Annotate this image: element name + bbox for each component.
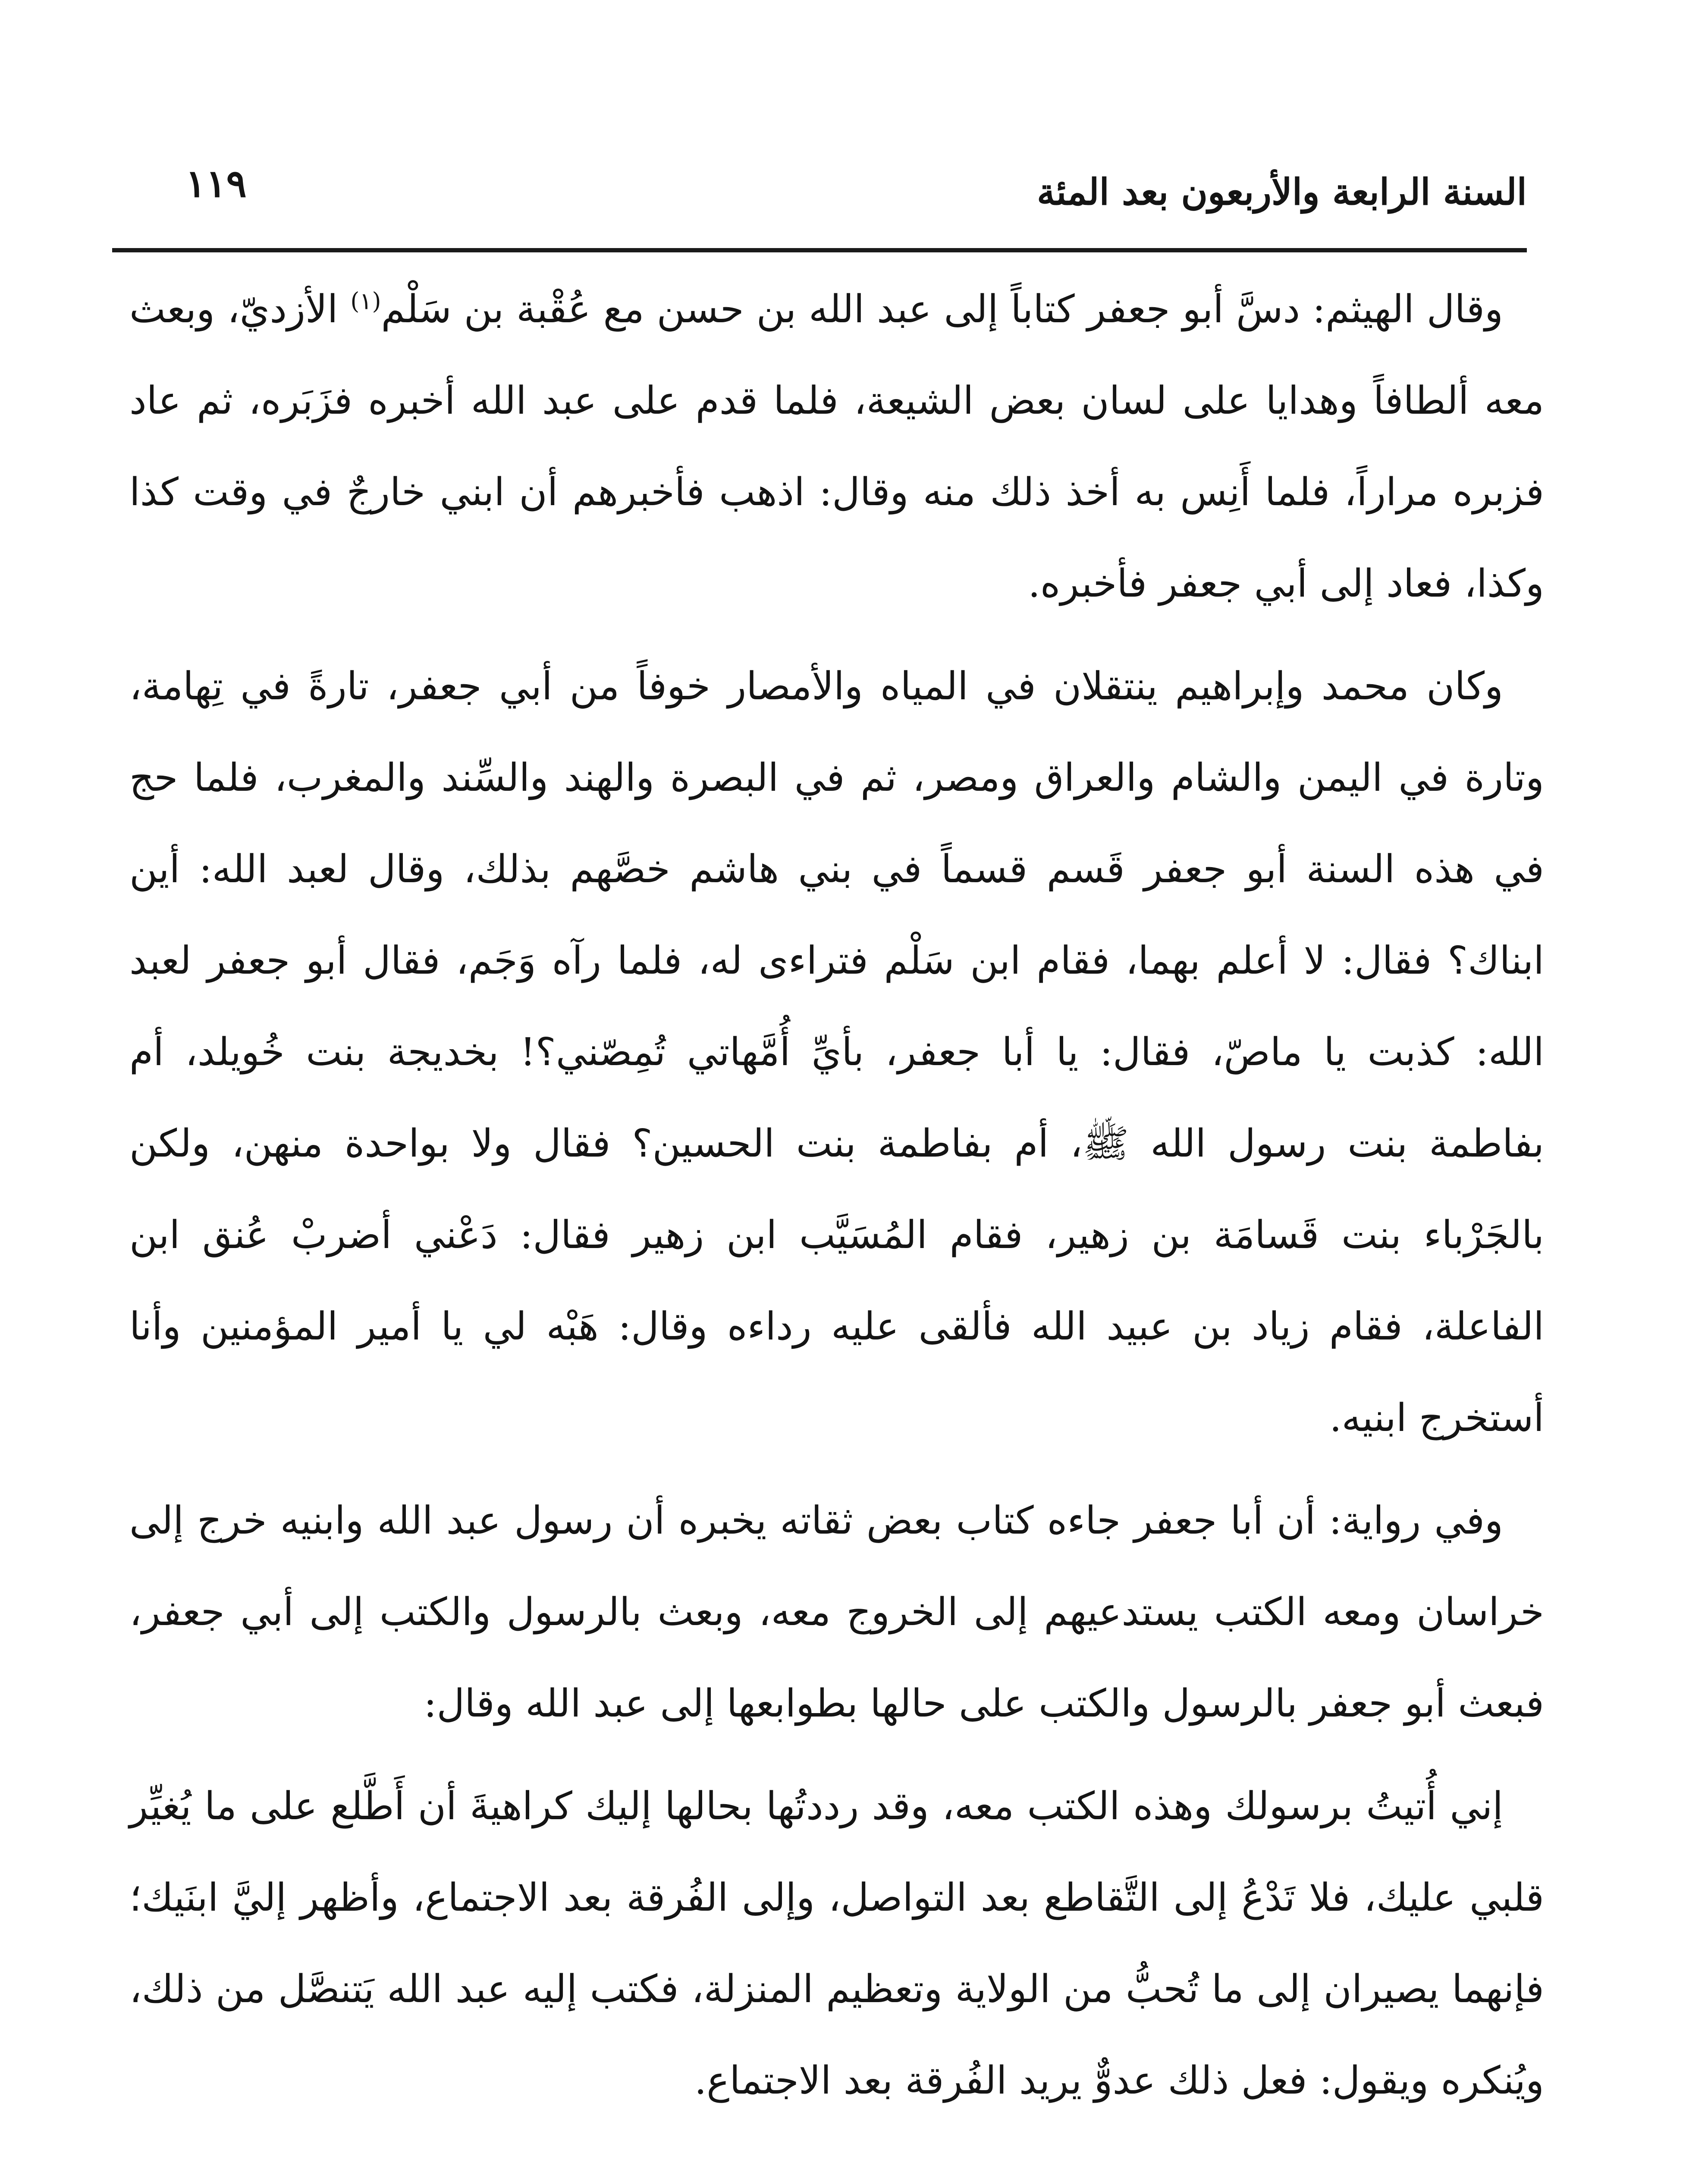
- paragraph-text: الأزديّ، وبعث معه ألطافاً وهدايا على لسان بعض الشيعة، فلما قدم على عبد الله أخبره فزَبَره، ثم عاد فزبره مراراً، فلما أَنِس به أخذ ذلك منه وقال: اذهب فأخبرهم أن ابني خارجٌ في وقت كذا وكذا، فعاد إلى أبي جعفر فأخبره.: [129, 286, 1544, 606]
- paragraph: وكان محمد وإبراهيم ينتقلان في المياه والأمصار خوفاً من أبي جعفر، تارةً في تِهامة، وتارة في اليمن والشام والعراق ومصر، ثم في البصرة والهند والسِّند والمغرب، فلما حج في هذه السنة أبو جعفر قَسم قسماً في بني هاشم خصَّهم بذلك، وقال لعبد الله: أين ابناك؟ فقال: لا أعلم بهما، فقام ابن سَلْم فتراءى له، فلما رآه وَجَم، فقال أبو جعفر لعبد الله: كذبت يا ماصّ، فقال: يا أبا جعفر، بأيِّ أُمَّهاتي تُمِصّني؟! بخديجة بنت خُويلد، أم بفاطمة بنت رسول الله ﷺ، أم بفاطمة بنت الحسين؟ فقال ولا بواحدة منهن، ولكن بالجَرْباء بنت قَسامَة بن زهير، فقام المُسَيَّب ابن زهير فقال: دَعْني أضربْ عُنق ابن الفاعلة، فقام زياد بن عبيد الله فألقى عليه رداءه وقال: هَبْه لي يا أمير المؤمنين وأنا أستخرج ابنيه.: [129, 663, 1544, 1440]
- running-header: [129, 160, 1527, 224]
- footnote-reference: (١): [350, 287, 381, 315]
- paragraph: وفي رواية: أن أبا جعفر جاءه كتاب بعض ثقاته يخبره أن رسول عبد الله وابنيه خرج إلى خراسان ومعه الكتب يستدعيهم إلى الخروج معه، وبعث بالرسول والكتب إلى أبي جعفر، فبعث أبو جعفر بالرسول والكتب على حالها بطوابعها إلى عبد الله وقال:: [129, 1498, 1544, 1726]
- paragraph: [129, 263, 1544, 629]
- running-title: السنة الرابعة والأربعون بعد المئة: [1036, 170, 1527, 213]
- header-rule: [112, 248, 1527, 252]
- paragraph: [129, 2137, 1544, 2157]
- paragraph-text: وقال الهيثم: دسَّ أبو جعفر كتاباً إلى عبد الله بن حسن مع عُقْبة بن سَلْم: [381, 286, 1503, 331]
- quoted-letter: إني أُتيتُ برسولك وهذه الكتب معه، وقد رددتُها بحالها إليك كراهيةَ أن أَطَّلع على ما يُغيِّر قلبي عليك، فلا تَدْعُ إلى التَّقاطع بعد التواصل، وإلى الفُرقة بعد الاجتماع، وأظهر إليَّ ابنَيك؛ فإنهما يصيران إلى ما تُحبُّ من الولاية وتعظيم المنزلة، فكتب إليه عبد الله يَتنصَّل من ذلك، ويُنكره ويقول: فعل ذلك عدوٌّ يريد الفُرقة بعد الاجتماع.: [129, 1783, 1544, 2103]
- main-text: [129, 263, 1544, 2157]
- page-number: ١١٩: [185, 161, 247, 206]
